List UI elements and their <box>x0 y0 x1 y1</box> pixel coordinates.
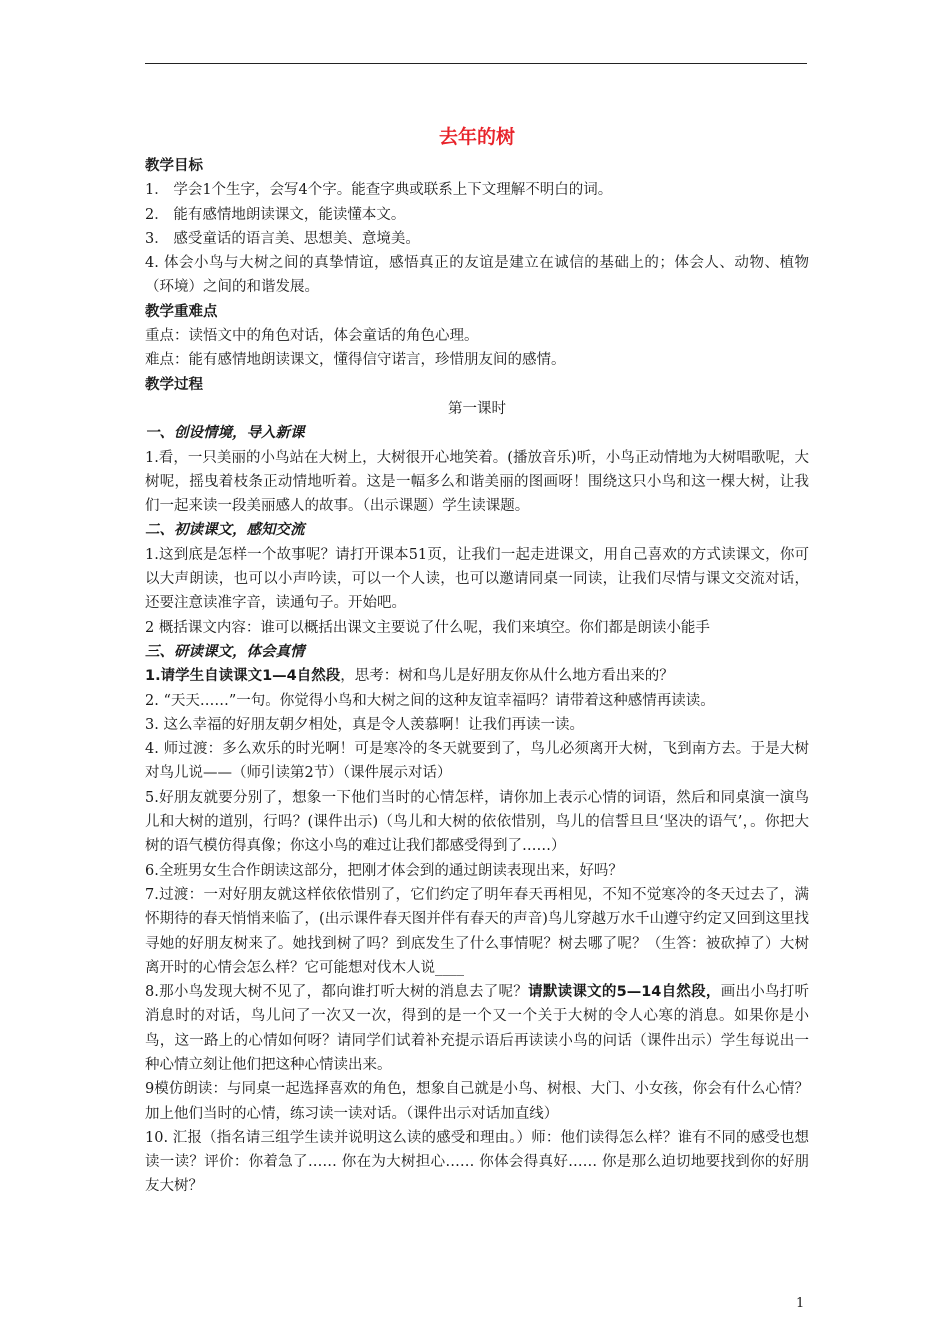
paragraph: 2. “天天……”一句。你觉得小鸟和大树之间的这种友谊幸福吗？请带着这种感情再读读。 <box>145 692 715 709</box>
paragraph: 4. 师过渡：多么欢乐的时光啊！可是寒冷的冬天就要到了，鸟儿必须离开大树，飞到南方去。于是大树对鸟儿说——（师引读第2节）（课件展示对话） <box>145 741 809 782</box>
header-rule <box>145 63 807 64</box>
paragraph: 1.看，一只美丽的小鸟站在大树上，大树很开心地笑着。(播放音乐)听，小鸟正动情地为大树唱歌呢，大树呢，摇曳着枝条正动情地听着。这是一幅多么和谐美丽的图画呀！围绕这只小鸟和这一棵大树，让我们一起来读一段美丽感人的故事。（出示课题）学生读课题。 <box>145 449 809 515</box>
key-point: 重点：读悟文中的角色对话，体会童话的角色心理。 <box>145 328 479 345</box>
page-number: 1 <box>796 1296 805 1311</box>
goal-item: 2． 能有感情地朗读课文，能读懂本文。 <box>145 206 406 223</box>
paragraph: 7.过渡：一对好朋友就这样依依惜别了，它们约定了明年春天再相见，不知不觉寒冷的冬天过去了，满怀期待的春天悄悄来临了，(出示课件春天图并伴有春天的声音)鸟儿穿越万水千山遵守约定又回到这里找寻她的好朋友树来了。她找到树了吗？到底发生了什么事情呢？树去哪了呢？（生答：被砍掉了）大树离开时的心情会怎么样？它可能想对伐木人说____ <box>145 886 809 976</box>
key-heading: 教学重难点 <box>145 303 218 320</box>
paragraph: 2 概括课文内容：谁可以概括出课文主要说了什么呢，我们来填空。你们都是朗读小能手 <box>145 619 710 636</box>
goal-item: 4. 体会小鸟与大树之间的真挚情谊，感悟真正的友谊是建立在诚信的基础上的；体会人、动物、植物（环境）之间的和谐发展。 <box>145 255 809 296</box>
bold-instruction: 请默读课文的5—14自然段， <box>528 984 721 1001</box>
goal-item: 3． 感受童话的语言美、思想美、意境美。 <box>145 230 420 247</box>
part2-heading: 二、初读课文，感知交流 <box>145 522 305 539</box>
bold-instruction: 1.请学生自读课文1—4自然段 <box>145 668 341 685</box>
paragraph-text: ，思考：树和鸟儿是好朋友你从什么地方看出来的？ <box>340 668 674 685</box>
goal-item: 1． 学会1个生字，会写4个字。能查字典或联系上下文理解不明白的词。 <box>145 182 613 199</box>
document-title: 去年的树 <box>438 126 515 148</box>
paragraph <box>145 664 809 688</box>
paragraph-text: 8.那小鸟发现大树不见了，都向谁打听大树的消息去了呢？ <box>145 984 529 1001</box>
document-body <box>145 122 809 1199</box>
paragraph: 9模仿朗读：与同桌一起选择喜欢的角色，想象自己就是小鸟、树根、大门、小女孩，你会有什么心情？加上他们当时的心情，练习读一读对话。（课件出示对话加直线） <box>145 1081 809 1122</box>
paragraph: 1.这到底是怎样一个故事呢？请打开课本51页，让我们一起走进课文，用自己喜欢的方式读课文，你可以大声朗读，也可以小声吟读，可以一个人读，也可以邀请同桌一同读，让我们尽情与课文交流对话，还要注意读准字音，读通句子。开始吧。 <box>145 546 809 612</box>
paragraph: 10. 汇报（指名请三组学生读并说明这么读的感受和理由。）师：他们读得怎么样？谁有不同的感受也想读一读？评价：你着急了…… 你在为大树担心…… 你体会得真好…… 你是那么迫切地要找到你的好朋友大树？ <box>145 1129 809 1195</box>
paragraph: 6.全班男女生合作朗读这部分，把刚才体会到的通过朗读表现出来，好吗？ <box>145 862 623 879</box>
part1-heading: 一、创设情境，导入新课 <box>145 425 305 442</box>
process-heading: 教学过程 <box>145 376 203 393</box>
difficulty-point: 难点：能有感情地朗读课文，懂得信守诺言，珍惜朋友间的感情。 <box>145 352 566 369</box>
paragraph <box>145 980 809 1077</box>
paragraph-text: 画出小鸟打听消息时的对话，鸟儿问了一次又一次，得到的是一个又一个关于大树的令人心寒的消息。如果你是小鸟，这一路上的心情如何呀？请同学们试着补充提示语后再读读小鸟的问话（课件出示）学生每说出一种心情立刻让他们把这种心情读出来。 <box>145 984 809 1073</box>
part3-heading: 三、研读课文，体会真情 <box>145 643 305 660</box>
paragraph: 5.好朋友就要分别了，想象一下他们当时的心情怎样，请你加上表示心情的词语，然后和同桌演一演鸟儿和大树的道别，行吗？(课件出示)（鸟儿和大树的依依惜别，鸟儿的信誓旦旦‘坚决的语气’，。你把大树的语气模仿得真像；你这小鸟的难过让我们都感受得到了……） <box>145 789 809 855</box>
lesson-label: 第一课时 <box>448 400 506 417</box>
goals-heading: 教学目标 <box>145 158 203 174</box>
paragraph: 3. 这么幸福的好朋友朝夕相处，真是令人羡慕啊！让我们再读一读。 <box>145 716 584 733</box>
